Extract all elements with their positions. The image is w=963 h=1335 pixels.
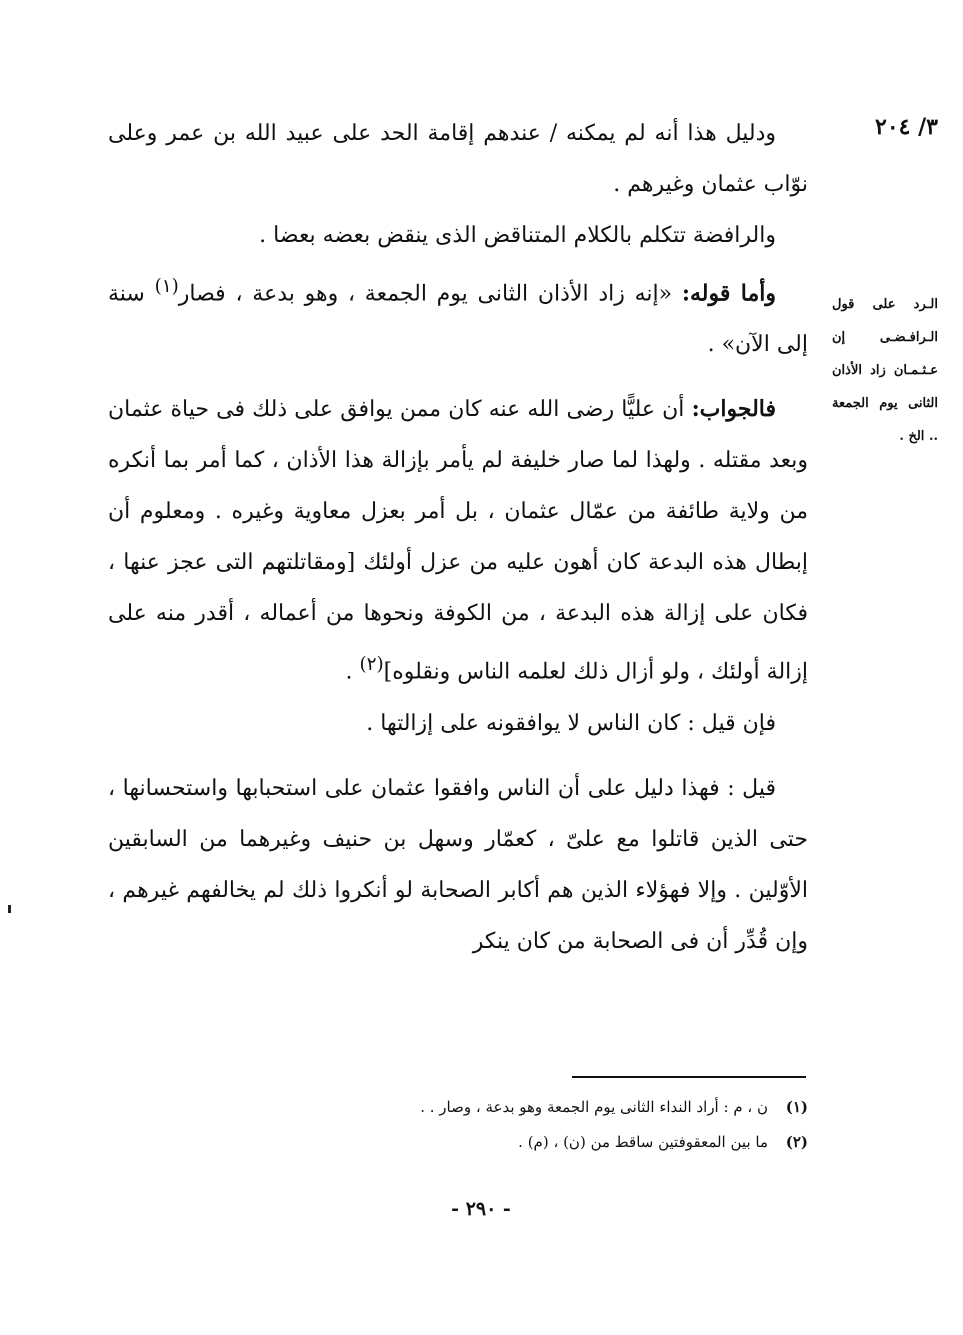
scan-mark [8,905,11,913]
footnote [300,1125,808,1160]
paragraph: ودليل هذا أنه لم يمكنه / عندهم إقامة الحد على عبيد الله بن عمر وعلى نوّاب عثمان وغيرهم . [108,121,808,197]
paragraph: فإن قيل : كان الناس لا يوافقونه على إزالتها . [366,710,776,736]
page-number: - ٢٩٠ - [451,1198,511,1220]
footnote-text: ن ، م : أراد النداء الثانى يوم الجمعة وهو بدعة ، وصار . . [420,1098,768,1116]
footnotes [300,1090,808,1160]
answer-end: . [345,659,360,685]
footnote [300,1090,808,1125]
answer-text: أن عليًّا رضى الله عنه كان ممن يوافق على ذلك فى حياة عثمان وبعد مقتله . ولهذا لما صار خليفة لم يأمر بإزالة هذا الأذان ، كما أمر بما أنكره من ولاية طائفة من عمّال عثمان ، بل أمر بعزل معاوية وغيره . ومعلوم أن إبطال هذه البدعة كان أهون عليه من عزل أولئك [ومقاتلتهم التى عجز عنها ، فكان على إزالة هذه البدعة ، من الكوفة ونحوها من أعماله ، أقدر منه على إزالة أولئك ، ولو أزال ذلك لعلمه الناس ونقلوه] [108,397,808,685]
paragraph [108,261,808,370]
footnote-marker: (١) [154,276,179,297]
footnote-number: (٢) [785,1133,808,1151]
keyword: وأما قوله: [681,280,776,307]
footnote-number: (١) [785,1098,808,1116]
footnote-marker: (٢) [359,654,384,676]
margin-note: الـرد على قول الـرافـضـى إن عـثـمـان زاد الأذان الثانى يوم الجمعة .. الخ . [832,297,938,444]
keyword: فالجواب: [691,396,776,423]
footnote-text: ما بين المعقوفتين ساقط من (ن) ، (م) . [518,1133,768,1151]
footnote-separator [572,1076,806,1078]
paragraph: قيل : فهذا دليل على أن الناس وافقوا عثمان على استحبابها واستحسانها ، حتى الذين قاتلوا مع علىّ ، كعمّار وسهل بن حنيف وغيرهما من السابقين الأوّلين . وإلا فهؤلاء الذين هم أكابر الصحابة لو أنكروا ذلك لم يخالفهم غيرهم ، وإن قُدِّر أن فى الصحابة من كان ينكر [108,775,808,954]
paragraph [108,384,808,697]
quoted-claim-end: سنة إلى الآن» . [108,281,808,358]
paragraph: والرافضة تتكلم بالكلام المتناقض الذى ينقض بعضه بعضا . [259,223,776,248]
main-text [108,108,808,967]
volume-page-reference: ٣/ ٢٠٤ [875,114,938,140]
quoted-claim: «إنه زاد الأذان الثانى يوم الجمعة ، وهو بدعة ، فصار [178,281,682,307]
